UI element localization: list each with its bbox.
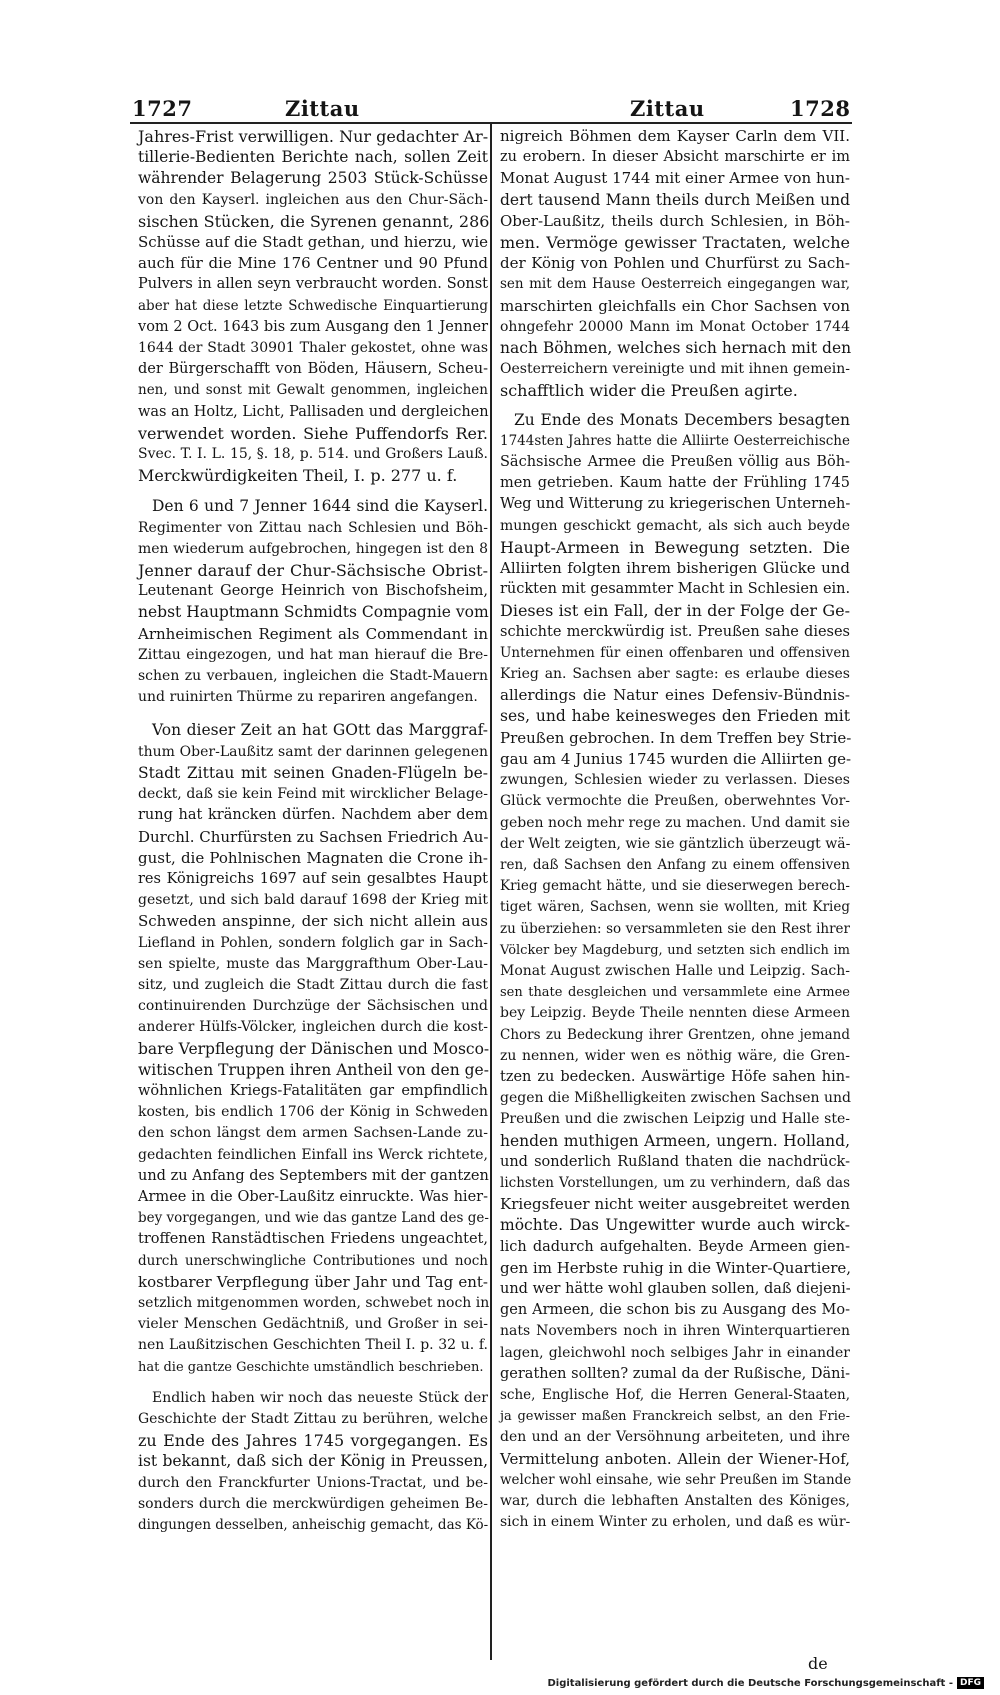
text-line: 1644 der Stadt 30901 Thaler gekostet, ohne was — [138, 340, 488, 357]
text-line: Schüsse auf die Stadt gethan, und hierzu, wie — [138, 233, 488, 252]
text-line: ja gewisser maßen Franckreich selbst, an den Frie- — [500, 1409, 850, 1425]
text-line: nach Böhmen, welches sich hernach mit den — [500, 339, 852, 358]
text-line: 1744sten Jahres hatte die Alliirte Oesterreichische — [500, 432, 850, 449]
text-line: allerdings die Natur eines Defensiv-Bündnis- — [500, 686, 850, 705]
text-line: durch unerschwingliche Contributiones und noch — [138, 1252, 488, 1269]
text-line: Chors zu Bedeckung ihrer Grentzen, ohne jemand — [500, 1026, 850, 1043]
text-line: rung hat kräncken dürfen. Nachdem aber dem — [138, 807, 488, 824]
text-line: Schweden anspinne, der sich nicht allein aus — [138, 912, 488, 931]
text-line: Zittau eingezogen, und hat man hierauf die Bre- — [138, 646, 488, 663]
column-divider — [490, 124, 492, 1660]
text-line: ohngefehr 20000 Mann im Monat October 1744 — [500, 318, 850, 335]
dfg-logo: DFG — [957, 1677, 984, 1689]
text-line: nigreich Böhmen dem Kayser Carln dem VII. — [500, 127, 850, 145]
text-line: zu Ende des Jahres 1745 vorgegangen. Es — [138, 1431, 488, 1451]
text-line: sen thate desgleichen und versammlete eine Armee — [500, 985, 850, 1001]
text-line: sitz, und zugleich die Stadt Zittau durch die fast — [138, 976, 488, 993]
text-line: Monat August 1744 mit einer Armee von hun- — [500, 169, 850, 188]
text-line: Endlich haben wir noch das neueste Stück der — [152, 1389, 488, 1406]
text-line: Monat August zwischen Halle und Leipzig. Sach- — [500, 962, 850, 979]
text-line: tiget wären, Sachsen, wenn sie wollten, mit Krieg — [500, 899, 850, 916]
text-line: von den Kayserl. ingleichen aus den Chur-Säch- — [138, 191, 488, 208]
text-line: möchte. Das Ungewitter wurde auch wirck- — [500, 1216, 850, 1235]
text-line: lichsten Vorstellungen, um zu verhindern, daß das — [500, 1174, 850, 1191]
text-line: lich dadurch aufgehalten. Beyde Armeen gien- — [500, 1238, 850, 1255]
text-line: Merckwürdigkeiten Theil, I. p. 277 u. f. — [138, 466, 458, 486]
text-line: Glück vermochte die Preußen, oberwehntes Vor- — [500, 793, 850, 810]
paragraph — [138, 720, 488, 1377]
paragraph — [138, 496, 488, 708]
text-line: Svec. T. I. L. 15, §. 18, p. 514. und Großers Lauß. — [138, 446, 488, 463]
text-line: und zu Anfang des Septembers mit der gantzen — [138, 1167, 489, 1184]
text-line: Zu Ende des Monats Decembers besagten — [514, 410, 850, 429]
text-line: lagen, gleichwohl noch selbiges Jahr in einander — [500, 1344, 850, 1361]
text-line: Völcker bey Magdeburg, und setzten sich endlich im — [500, 942, 850, 958]
text-line: Oesterreichern vereinigte und mit ihnen gemein- — [500, 361, 850, 378]
text-line: Stadt Zittau mit seinen Gnaden-Flügeln be- — [138, 763, 488, 782]
text-line: henden muthigen Armeen, ungern. Holland, — [500, 1131, 850, 1150]
text-line: Liefland in Pohlen, sondern folglich gar in Sach- — [138, 934, 488, 951]
left-column — [138, 126, 488, 1544]
text-line: tzen zu bedecken. Auswärtige Höfe sahen hin- — [500, 1068, 850, 1085]
running-title-left: Zittau — [285, 96, 360, 121]
text-line: wöhnlichen Kriegs-Fatalitäten gar empfindlich — [138, 1082, 488, 1099]
text-line: zwungen, Schlesien wieder zu verlassen. Dieses — [500, 772, 850, 789]
text-line: troffenen Ranstädtischen Friedens ungeachtet, — [138, 1231, 488, 1248]
text-line: setzlich mitgenommen worden, schwebet noch in — [138, 1294, 490, 1311]
page-number-right: 1728 — [790, 96, 851, 121]
text-line: Jahres-Frist verwilligen. Nur gedachter Ar- — [138, 127, 489, 146]
text-line: der Bürgerschafft von Böden, Häusern, Scheu- — [138, 361, 488, 378]
text-line: gedachten feindlichen Einfall ins Werck richtete, — [138, 1146, 488, 1163]
text-line: zu erobern. In dieser Absicht marschirte er im — [500, 149, 850, 166]
text-line: Den 6 und 7 Jenner 1644 sind die Kayserl. — [152, 497, 488, 516]
text-line: und ruinirten Thürme zu repariren angefangen. — [138, 689, 478, 706]
text-line: auch für die Mine 176 Centner und 90 Pfund — [138, 254, 488, 273]
catchword: de — [808, 1654, 828, 1673]
text-line: schen zu verbauen, ingleichen die Stadt-Mauern — [138, 668, 488, 685]
text-line: continuirenden Durchzüge der Sächsischen und — [138, 998, 488, 1015]
text-line: thum Ober-Laußitz samt der darinnen gelegenen — [138, 743, 488, 760]
text-line: Durchl. Churfürsten zu Sachsen Friedrich Au- — [138, 827, 489, 846]
text-line: Krieg gemacht hätte, und sie dieserwegen berech- — [500, 878, 850, 895]
text-line: gust, die Pohlnischen Magnaten die Crone ih- — [138, 848, 488, 867]
text-line: Armee in die Ober-Laußitz einruckte. Was hier- — [138, 1188, 488, 1205]
text-line: den und an der Versöhnung arbeiteten, und ihre — [500, 1429, 850, 1446]
text-line: Unternehmen für einen offenbaren und offensiven — [500, 644, 850, 661]
text-line: Weg und Witterung zu kriegerischen Unterneh- — [500, 496, 851, 513]
text-line: ist bekannt, daß sich der König in Preussen, — [138, 1452, 488, 1471]
text-line: nats Novembers noch in ihren Winterquartieren — [500, 1323, 850, 1340]
text-line: schafftlich wider die Preußen agirte. — [500, 381, 798, 401]
text-line: gen Armeen, die schon bis zu Ausgang des Mo- — [500, 1302, 850, 1319]
text-line: deckt, daß sie kein Feind mit wircklicher Belage- — [138, 786, 488, 803]
text-line: sen mit dem Hause Oesterreich eingegangen war, — [500, 276, 850, 293]
text-line: durch den Franckfurter Unions-Tractat, und be- — [138, 1474, 488, 1491]
text-line: gesetzt, und sich bald darauf 1698 der Krieg mit — [138, 892, 488, 909]
text-line: Kriegsfeuer nicht weiter ausgebreitet werden — [500, 1195, 850, 1214]
text-line: währender Belagerung 2503 Stück-Schüsse — [138, 169, 488, 188]
text-line: zu überziehen: so versammleten sie den Rest ihrer — [500, 920, 850, 937]
text-line: welcher wohl einsahe, wie sehr Preußen im Stande — [500, 1471, 852, 1488]
text-line: ren, daß Sachsen den Anfang zu einem offensiven — [500, 856, 850, 873]
text-line: Vermittelung anboten. Allein der Wiener-Hof, — [500, 1449, 850, 1468]
paragraph — [138, 1388, 488, 1536]
text-line: Von dieser Zeit an hat GOtt das Marggraf- — [152, 721, 488, 740]
text-line: Geschichte der Stadt Zittau zu berühren, welche — [138, 1410, 488, 1427]
right-column — [500, 126, 850, 1541]
text-line: bare Verpflegung der Dänischen und Mosco- — [138, 1039, 490, 1058]
text-line: war, durch die lebhaften Anstalten des Königes, — [500, 1493, 850, 1509]
text-line: rückten mit gesammter Macht in Schlesien ein. — [500, 581, 851, 598]
text-line: und wer hätte wohl glauben sollen, daß diejeni- — [500, 1280, 851, 1297]
text-line: zu nennen, wider wen es nöthig wäre, die Gren- — [500, 1047, 850, 1064]
text-line: Preußen und die zwischen Leipzig und Halle ste- — [500, 1111, 850, 1128]
text-line: sche, Englische Hof, die Herren General-Staaten, — [500, 1386, 850, 1403]
text-line: sich in einem Winter zu erholen, und daß es wür- — [500, 1514, 851, 1531]
text-line: Jenner darauf der Chur-Sächsische Obrist- — [138, 561, 488, 581]
text-line: verwendet worden. Siehe Puffendorfs Rer. — [138, 423, 488, 443]
paragraph — [500, 410, 850, 1534]
text-line: nen, und sonst mit Gewalt genommen, ingleichen — [138, 382, 488, 399]
text-line: der König von Pohlen und Churfürst zu Sach- — [500, 254, 850, 273]
text-line: nen Laußitzischen Geschichten Theil I. p. 32 u. f. — [138, 1337, 488, 1354]
text-line: sonders durch die merckwürdigen geheimen Be- — [138, 1495, 488, 1512]
text-line: Ober-Laußitz, theils durch Schlesien, in Böh- — [500, 211, 850, 230]
text-line: res Königreichs 1697 auf sein gesalbtes Haupt — [138, 870, 488, 887]
text-line: witischen Truppen ihren Antheil von den ge- — [138, 1060, 489, 1079]
text-line: der Welt zeigten, wie sie gäntzlich überzeugt wä- — [500, 835, 851, 852]
text-line: men wiederum aufgebrochen, hingegen ist den 8 — [138, 540, 488, 557]
text-line: Regimenter von Zittau nach Schlesien und Böh- — [138, 519, 488, 536]
text-line: tillerie-Bedienten Berichte nach, sollen Zeit — [138, 148, 488, 167]
text-line: vieler Menschen Gedächtniß, und Großer in sei- — [138, 1316, 488, 1333]
text-line: sischen Stücken, die Syrenen genannt, 286 — [138, 211, 490, 231]
text-line: bey Leipzig. Beyde Theile nennten diese Armeen — [500, 1005, 850, 1022]
text-line: Dieses ist ein Fall, der in der Folge der Ge- — [500, 601, 850, 621]
text-line: und sonderlich Rußland thaten die nachdrück- — [500, 1153, 850, 1170]
text-line: men. Vermöge gewisser Tractaten, welche — [500, 233, 850, 253]
text-line: anderer Hülfs-Völcker, ingleichen durch die kost- — [138, 1019, 488, 1036]
text-line: kosten, bis endlich 1706 der König in Schweden — [138, 1104, 488, 1121]
text-line: nebst Hauptmann Schmidts Compagnie vom — [138, 603, 489, 622]
text-line: gau am 4 Junius 1745 wurden die Alliirten ge- — [500, 749, 852, 768]
paragraph — [138, 126, 488, 486]
text-line: men getrieben. Kaum hatte der Frühling 1745 — [500, 475, 850, 492]
text-line: schichte merckwürdig ist. Preußen sahe dieses — [500, 623, 850, 640]
text-line: gegen die Mißhelligkeiten zwischen Sachsen und — [500, 1090, 851, 1107]
text-line: vom 2 Oct. 1643 bis zum Ausgang den 1 Jenner — [138, 318, 488, 335]
text-line: gerathen sollten? zumal da der Rußische, Däni- — [500, 1365, 850, 1382]
text-line: Preußen gebrochen. In dem Treffen bey Strie- — [500, 728, 852, 747]
text-line: hat die gantze Geschichte umständlich beschrieben. — [138, 1359, 484, 1375]
text-line: den schon längst dem armen Sachsen-Lande zu- — [138, 1125, 488, 1142]
page-number-left: 1727 — [132, 96, 193, 121]
text-line: kostbarer Verpflegung über Jahr und Tag ent- — [138, 1272, 488, 1291]
text-line: Alliirten folgten ihrem bisherigen Glücke und — [500, 559, 850, 578]
text-line: geben noch mehr rege zu machen. Und damit sie — [500, 814, 850, 831]
text-line: aber hat diese letzte Schwedische Einquartierung — [138, 297, 488, 314]
text-line: gen im Herbste ruhig in die Winter-Quartiere, — [500, 1258, 852, 1277]
text-line: dert tausend Mann theils durch Meißen und — [500, 190, 850, 209]
text-line: marschirten gleichfalls ein Chor Sachsen von — [500, 296, 850, 315]
footer-text: Digitalisierung gefördert durch die Deutsche Forschungsgemeinschaft - — [547, 1677, 953, 1689]
text-line: Sächsische Armee die Preußen völlig aus Böh- — [500, 454, 850, 471]
text-line: ses, und habe keinesweges den Frieden mit — [500, 707, 850, 726]
paragraph — [500, 126, 850, 402]
text-line: Pulvers in allen seyn verbraucht worden. Sonst — [138, 276, 488, 293]
text-line: mungen geschickt gemacht, als sich auch beyde — [500, 517, 850, 534]
running-title-right: Zittau — [630, 96, 705, 121]
text-line: was an Holtz, Licht, Pallisaden und dergleichen — [138, 403, 489, 420]
text-line: sen spielte, muste das Marggrafthum Ober-Lau- — [138, 955, 488, 972]
text-line: bey vorgegangen, und wie das gantze Land des ge- — [138, 1210, 489, 1227]
text-line: Haupt-Armeen in Bewegung setzten. Die — [500, 537, 850, 557]
footer — [547, 1677, 984, 1689]
text-line: Krieg an. Sachsen aber sagte: es erlaube dieses — [500, 666, 850, 683]
text-line: Arnheimischen Regiment als Commendant in — [138, 624, 488, 643]
text-line: Leutenant George Heinrich von Bischofsheim, — [138, 583, 488, 600]
text-line: dingungen desselben, anheischig gemacht, das Kö- — [138, 1517, 489, 1533]
